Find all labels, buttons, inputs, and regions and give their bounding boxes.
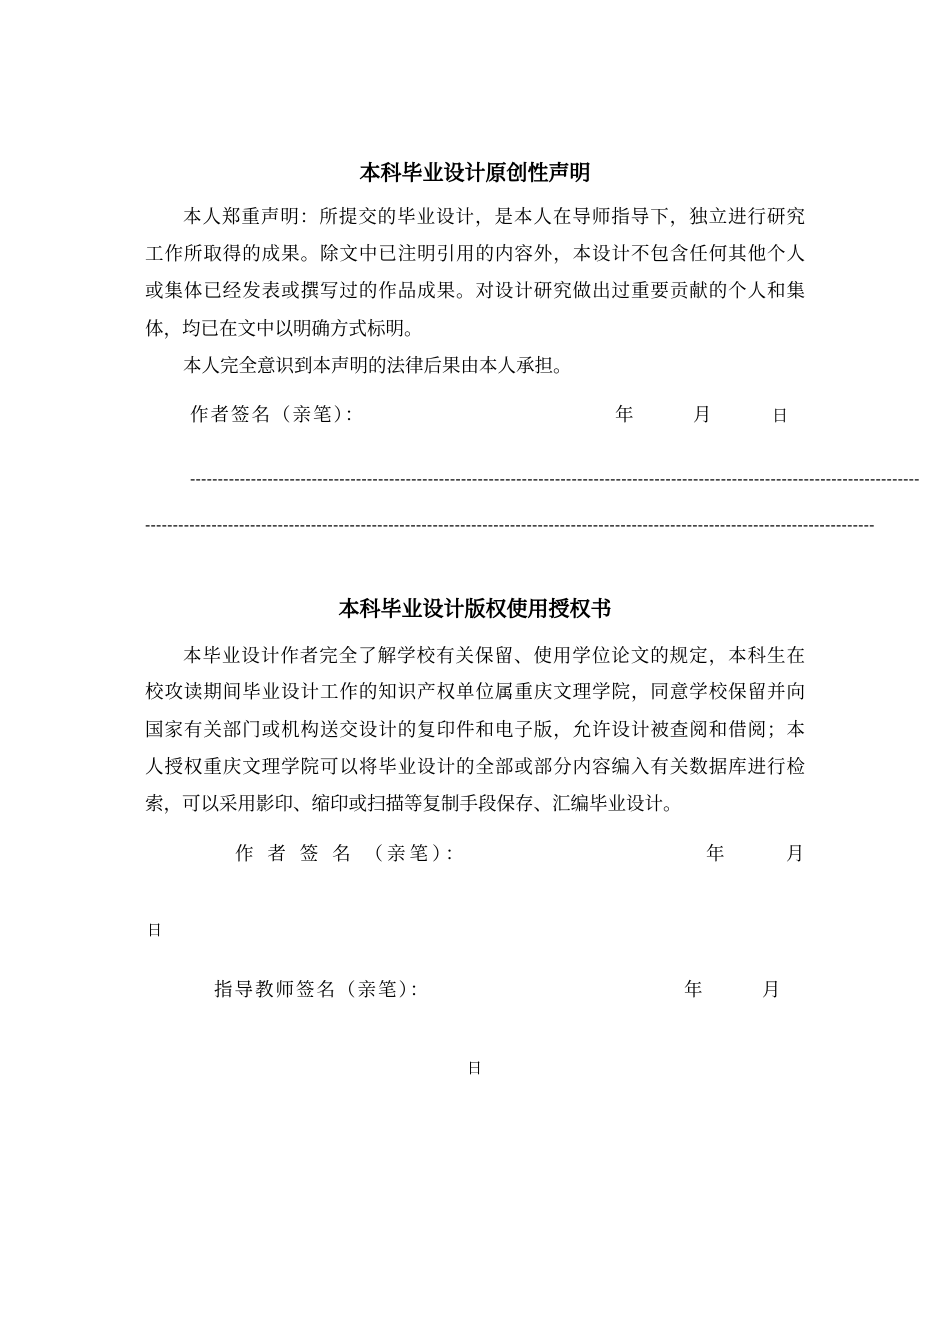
day-label: 日 [772, 406, 789, 425]
declaration-title: 本科毕业设计原创性声明 [359, 161, 591, 185]
authorization-line: 人授权重庆文理学院可以将毕业设计的全部或部分内容编入有关数据库进行检 [145, 757, 805, 778]
authorization-line: 本毕业设计作者完全了解学校有关保留、使用学位论文的规定，本科生在 [183, 646, 805, 667]
authorization-line: 国家有关部门或机构送交设计的复印件和电子版，允许设计被查阅和借阅；本 [145, 720, 805, 741]
authorization-line: 校攻读期间毕业设计工作的知识产权单位属重庆文理学院，同意学校保留并向 [145, 682, 805, 703]
year-label: 年 [684, 980, 703, 1001]
declaration-line: 工作所取得的成果。除文中已注明引用的内容外，本设计不包含任何其他个人 [145, 244, 805, 265]
separator-line: ------------------------------------------------------------------------------------------------------------------------------------ [145, 517, 875, 534]
declaration-line: 或集体已经发表或撰写过的作品成果。对设计研究做出过重要贡献的个人和集 [145, 281, 805, 302]
declaration-line: 体，均已在文中以明确方式标明。 [145, 319, 423, 340]
day-label: 日 [147, 921, 163, 939]
year-label: 年 [706, 844, 725, 865]
declaration-consequence: 本人完全意识到本声明的法律后果由本人承担。 [183, 356, 572, 377]
declaration-line: 本人郑重声明：所提交的毕业设计，是本人在导师指导下，独立进行研究 [183, 207, 805, 228]
author-signature-label: 作者签名（亲笔）： [190, 405, 366, 426]
separator-line: ------------------------------------------------------------------------------------------------------------------------------------ [190, 471, 920, 488]
teacher-signature-label: 指导教师签名（亲笔）： [214, 980, 431, 1001]
authorization-title: 本科毕业设计版权使用授权书 [338, 597, 612, 621]
day-label: 日 [467, 1059, 483, 1077]
author-signature-label: 作 者 签 名 （亲笔）： [235, 844, 468, 865]
month-label: 月 [693, 405, 712, 426]
year-label: 年 [615, 405, 634, 426]
month-label: 月 [762, 980, 781, 1001]
authorization-line: 索，可以采用影印、缩印或扫描等复制手段保存、汇编毕业设计。 [145, 794, 682, 815]
month-label: 月 [786, 844, 805, 865]
